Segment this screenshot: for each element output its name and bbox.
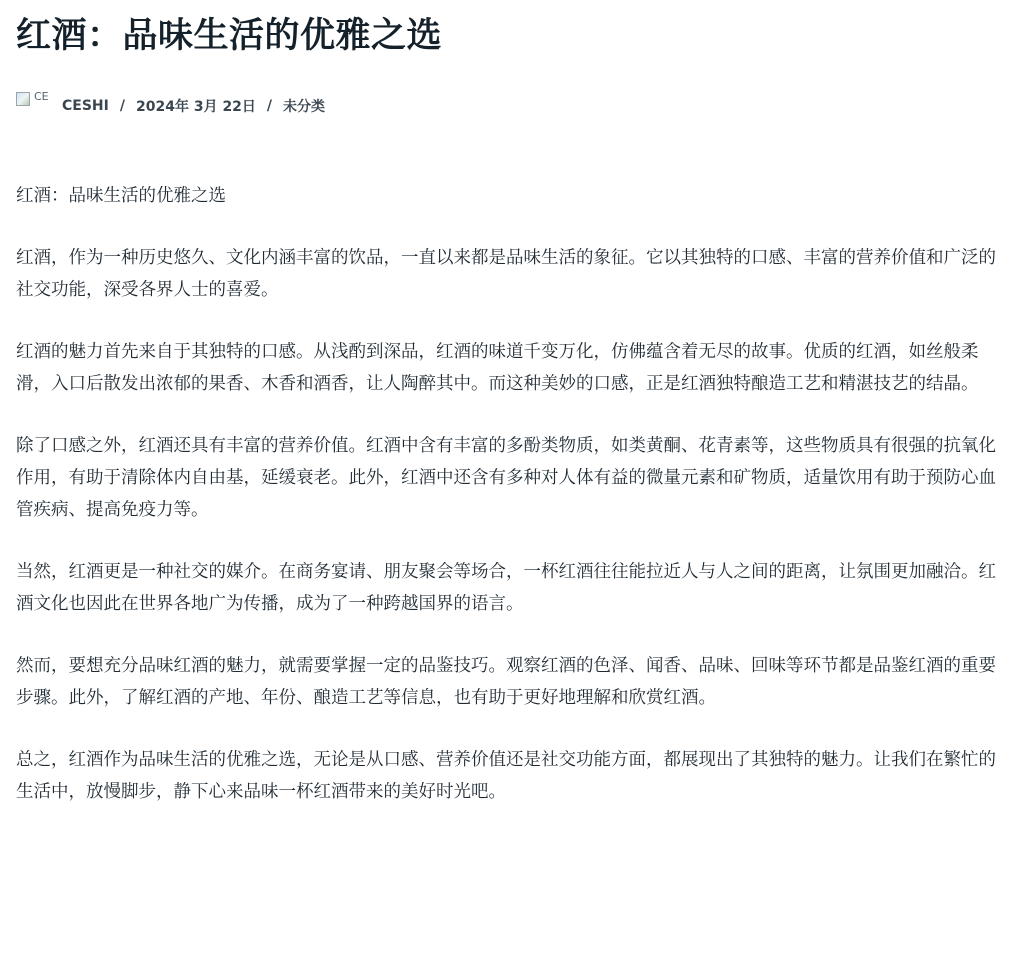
paragraph: 红酒：品味生活的优雅之选 — [16, 186, 226, 206]
paragraph: 红酒，作为一种历史悠久、文化内涵丰富的饮品，一直以来都是品味生活的象征。它以其独特的口感、丰富的营养价值和广泛的社交功能，深受各界人士的喜爱。 — [16, 248, 996, 300]
paragraph: 然而，要想充分品味红酒的魅力，就需要掌握一定的品鉴技巧。观察红酒的色泽、闻香、品味、回味等环节都是品鉴红酒的重要步骤。此外，了解红酒的产地、年份、酿造工艺等信息，也有助于更好地理解和欣赏红酒。 — [16, 656, 996, 708]
broken-image-icon — [16, 92, 30, 106]
category-link[interactable]: 未分类 — [283, 99, 326, 115]
post-meta — [16, 90, 325, 122]
paragraph: 红酒的魅力首先来自于其独特的口感。从浅酌到深品，红酒的味道千变万化，仿佛蕴含着无尽的故事。优质的红酒，如丝般柔滑，入口后散发出浓郁的果香、木香和酒香，让人陶醉其中。而这种美妙的口感，正是红酒独特酿造工艺和精湛技艺的结晶。 — [16, 342, 979, 394]
avatar-alt-text: CE — [34, 90, 49, 103]
meta-separator: / — [266, 98, 273, 114]
meta-separator: / — [119, 98, 125, 114]
author-avatar[interactable] — [16, 90, 48, 122]
paragraph: 总之，红酒作为品味生活的优雅之选，无论是从口感、营养价值还是社交功能方面，都展现出了其独特的魅力。让我们在繁忙的生活中，放慢脚步，静下心来品味一杯红酒带来的美好时光吧。 — [16, 750, 996, 802]
post-date-link[interactable]: 2024年 3月 22日 — [135, 99, 256, 115]
page-title: 红酒：品味生活的优雅之选 — [16, 16, 443, 56]
article-body — [16, 180, 1006, 838]
author-link[interactable]: CESHI — [62, 98, 109, 114]
paragraph: 当然，红酒更是一种社交的媒介。在商务宴请、朋友聚会等场合，一杯红酒往往能拉近人与人之间的距离，让氛围更加融洽。红酒文化也因此在世界各地广为传播，成为了一种跨越国界的语言。 — [16, 562, 996, 614]
paragraph: 除了口感之外，红酒还具有丰富的营养价值。红酒中含有丰富的多酚类物质，如类黄酮、花青素等，这些物质具有很强的抗氧化作用，有助于清除体内自由基，延缓衰老。此外，红酒中还含有多种对人体有益的微量元素和矿物质，适量饮用有助于预防心血管疾病、提高免疫力等。 — [16, 436, 996, 520]
